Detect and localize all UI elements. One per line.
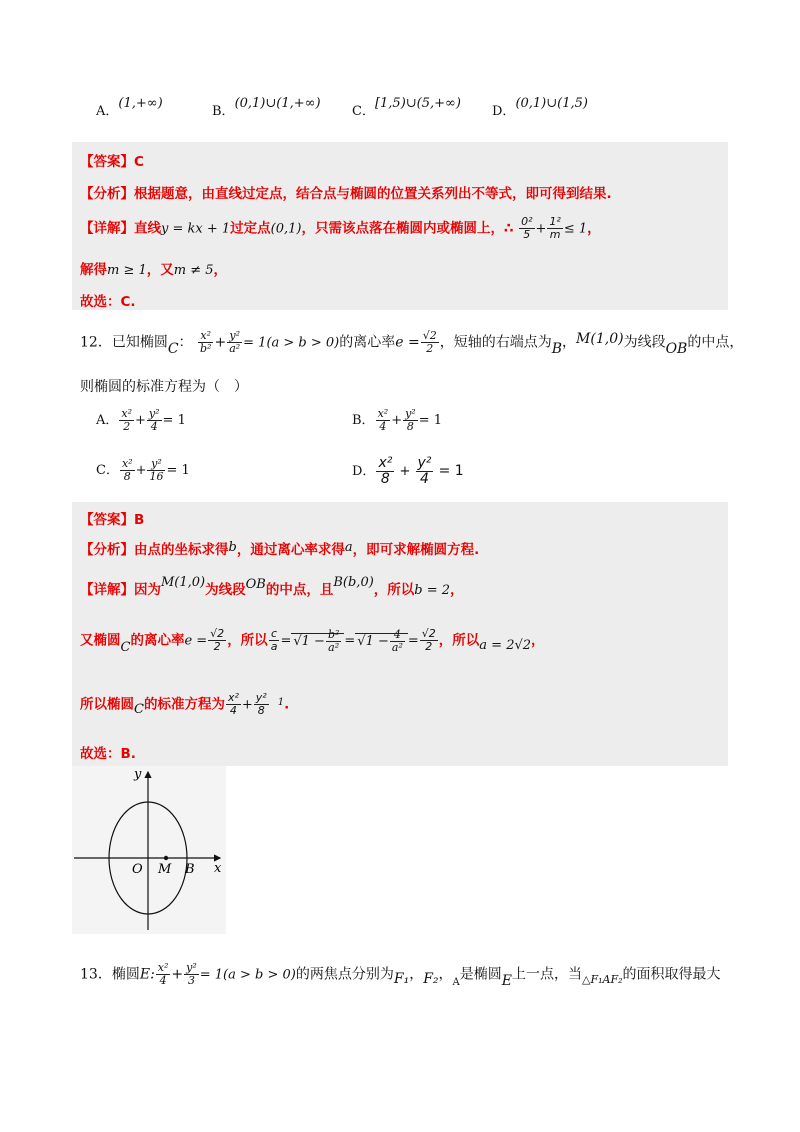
text: 的中点，且 (265, 582, 334, 598)
numerator: 1² (549, 215, 561, 228)
comma: ， (587, 220, 601, 237)
detail-line (80, 216, 601, 241)
option-label: B． (352, 413, 375, 428)
answer-label: 【答案】C (80, 154, 144, 170)
option-value: (0,1)∪(1,+∞) (234, 96, 321, 111)
denominator: b² (200, 342, 212, 355)
math-e: e = (395, 334, 420, 351)
rhs: = 1 (438, 463, 464, 479)
text: 为线段 (623, 334, 666, 351)
option-value: [1,5)∪(5,+∞) (374, 96, 461, 111)
fraction (326, 629, 341, 654)
math-var: C (167, 340, 179, 357)
numerator: y² (405, 407, 416, 420)
fraction (420, 628, 438, 653)
b-label: B (185, 862, 195, 877)
detail-line (80, 575, 464, 598)
fraction (390, 629, 405, 654)
option-value: (1,+∞) (118, 96, 163, 111)
fraction (119, 408, 134, 433)
analysis-label: 【分析】 (80, 186, 134, 202)
origin-label: O (132, 862, 143, 877)
numerator: y² (417, 455, 432, 471)
numerator: y² (255, 691, 267, 704)
numerator: x² (121, 407, 133, 420)
detail-label: 【详解】 (80, 582, 134, 598)
solve-line (80, 258, 227, 278)
eccentricity-line (80, 628, 545, 654)
numerator: √2 (421, 627, 436, 640)
math-var: b (228, 540, 237, 555)
text: 由点的坐标求得 (134, 542, 229, 558)
detail-text: 过定点 (230, 220, 271, 237)
numerator: y² (186, 961, 197, 974)
rhs: = 1 (162, 413, 186, 428)
y-axis-label: y (134, 767, 142, 782)
text: 又椭圆 (80, 632, 121, 649)
numerator: x² (121, 457, 133, 470)
math-inequality: m ≥ 1 (107, 263, 147, 278)
text: 的中点， (687, 334, 744, 351)
denominator: 8 (257, 704, 265, 717)
denominator: 8 (380, 471, 390, 487)
math-e: e = (184, 633, 208, 649)
analysis-line (80, 538, 479, 558)
denominator: 4 (229, 704, 237, 717)
text: ，所以 (438, 632, 480, 649)
denominator: 2 (123, 420, 131, 433)
solve-text: ，又 (146, 262, 174, 278)
detail-text: ，只需该点落在椭圆内或椭圆上， (301, 220, 504, 237)
text: ，所以 (227, 632, 268, 649)
inequality: ≤ 1 (563, 221, 588, 237)
option-value: (0,1)∪(1,5) (515, 96, 588, 111)
math-point: (0,1) (270, 221, 302, 237)
math-inequality: m ≠ 5 (173, 263, 214, 278)
ellipse-diagram (72, 766, 226, 934)
math-var: a (344, 540, 353, 555)
denominator: 2 (426, 342, 434, 355)
choose-line: 故选：C. (80, 294, 136, 310)
denominator: a² (391, 640, 403, 654)
fraction (120, 458, 135, 483)
math-var: F₂ (423, 970, 439, 987)
text: . (284, 696, 290, 713)
fraction (227, 330, 242, 355)
math-var: A (452, 976, 460, 988)
m-label: M (158, 862, 172, 877)
q12-option-c: C． $\frac{\text{x²}}{8}$ + $\frac{\text{y²}}{16}$ = 1 (96, 457, 190, 483)
colon: : (150, 966, 155, 983)
question-number: 13．椭圆 (80, 966, 140, 983)
solve-text: ， (213, 262, 228, 278)
numerator: y² (148, 407, 160, 420)
text: 的离心率 (339, 334, 396, 351)
option-c (352, 96, 461, 119)
text: 的标准方程为 (143, 696, 225, 713)
fraction (156, 962, 171, 987)
denominator: a (270, 640, 278, 653)
denominator: 5 (523, 228, 531, 241)
math-eq: a = 2√2 (479, 637, 532, 653)
fraction (254, 692, 269, 717)
x-axis-label: x (214, 861, 222, 876)
sqrt-expression: √1 − $\frac{\text{b²}}{\text{a²}}$ (291, 633, 344, 649)
denominator: m (549, 228, 561, 241)
denominator: 3 (187, 974, 195, 987)
text: ， (409, 966, 424, 983)
text: 的面积取得最大 (622, 966, 721, 983)
answer-label: 【答案】B (80, 512, 145, 528)
math-var: E (501, 972, 512, 989)
denominator: a² (328, 640, 340, 654)
colon: ： (178, 334, 193, 351)
numerator: y² (147, 458, 165, 471)
rhs: = 1 (166, 463, 190, 478)
fraction (269, 628, 280, 653)
math-var: B (551, 340, 563, 357)
q12-option-d: D． $\frac{\text{x²}}{8}$ + $\frac{\text{y²}}{4}$ = 1 (352, 455, 464, 487)
fraction (376, 456, 394, 487)
numerator: x² (198, 330, 213, 343)
option-label: D． (352, 464, 376, 479)
numerator: x² (227, 691, 239, 704)
math-point: B(b,0) (333, 575, 374, 590)
denominator: 16 (149, 470, 164, 483)
text: ， (531, 632, 545, 649)
fraction (226, 692, 241, 717)
question-number: 12．已知椭圆 (80, 334, 168, 351)
point-m (164, 856, 168, 860)
math-line-eq: y = kx + 1 (161, 221, 231, 237)
q12-option-a: A． $\frac{\text{x²}}{2}$ + $\frac{\text{y²}}{4}$ = 1 (96, 407, 186, 433)
denominator: 4 (150, 420, 158, 433)
numerator: x² (377, 407, 389, 420)
sqrt-expression: √1 − $\frac{4}{\text{a²}}$ (355, 633, 408, 649)
numerator: 0² (521, 215, 533, 228)
text: 上一点，当 (512, 966, 582, 983)
question-13-line1: 13．椭圆E: $\frac{\text{x²}}{4}$ + $\frac{\text{y²}}{3}$ = 1(a > b > 0)的两焦点分别为F₁，F₂，$_A$是椭圆E上一点，当$_{\triangle F_1AF_2}$的面积取得最大 (80, 961, 721, 989)
denominator: 8 (406, 420, 414, 433)
math-eq: b = 2 (414, 583, 451, 598)
option-d (492, 96, 588, 119)
denominator: 2 (213, 640, 221, 653)
fraction (184, 962, 199, 987)
equation-rest: = 1(a > b > 0) (243, 335, 340, 351)
denominator: 4 (379, 420, 387, 433)
text: 所以椭圆 (80, 696, 134, 713)
math-var: C (134, 701, 144, 717)
numerator: √2 (422, 329, 437, 342)
numerator: x² (157, 961, 169, 974)
text: ，通过离心率求得 (236, 542, 345, 558)
numerator: √2 (210, 627, 225, 640)
detail-label: 【详解】 (80, 220, 134, 237)
text: ， (450, 582, 464, 598)
numerator: x² (378, 455, 393, 471)
sqrt-text: 1 − (301, 633, 325, 649)
equals: = (280, 633, 292, 649)
analysis-line (80, 182, 612, 202)
option-label: C． (352, 104, 375, 119)
option-label: D． (492, 104, 516, 119)
fraction (147, 408, 162, 433)
text: ， (438, 966, 453, 983)
fraction (208, 628, 226, 653)
fraction (376, 408, 391, 433)
fraction (416, 456, 434, 487)
math-var: C (120, 639, 131, 655)
solve-text: 解得 (80, 262, 107, 278)
analysis-text: 根据题意，由直线过定点，结合点与椭圆的位置关系列出不等式，即可得到结果. (134, 186, 612, 202)
denominator: 4 (159, 974, 167, 987)
denominator: 2 (425, 640, 433, 653)
math-var: E (139, 966, 151, 983)
math-triangle: △F₁AF₂ (582, 972, 623, 986)
therefore-symbol: ∴ (503, 220, 514, 237)
fraction (421, 330, 439, 355)
fraction (403, 408, 418, 433)
numerator: b² (327, 627, 340, 641)
math-segment: OB (665, 340, 688, 357)
option-label: A． (96, 413, 119, 428)
text: 的离心率 (130, 632, 185, 649)
text: ， (562, 334, 577, 351)
text: ，短轴的右端点为 (439, 334, 552, 351)
equals: = (344, 633, 356, 649)
option-label: A． (96, 104, 119, 119)
fraction (519, 216, 534, 241)
plus-sign: + (535, 221, 547, 237)
equation-rest: = 1(a > b > 0) (199, 967, 296, 983)
text: ，所以 (373, 582, 415, 598)
math-point: M(1,0) (576, 330, 624, 347)
choose-line: 故选：B. (80, 746, 136, 762)
denominator: 8 (123, 470, 131, 483)
text: 的两焦点分别为 (295, 966, 394, 983)
text: 是椭圆 (459, 966, 502, 983)
numerator: y² (227, 330, 242, 343)
rhs: 1 (277, 696, 285, 708)
sqrt-text: 1 − (365, 633, 389, 649)
option-label: B． (212, 104, 235, 119)
fraction (547, 216, 562, 241)
equals: = (407, 633, 419, 649)
text: 为线段 (205, 582, 246, 598)
ellipse-figure (72, 766, 226, 934)
math-var: F₁ (393, 970, 410, 987)
rhs: = 1 (418, 413, 443, 428)
numerator: c (269, 628, 280, 641)
math-segment: OB (245, 577, 266, 592)
option-label: C． (96, 463, 119, 478)
math-point: M(1,0) (161, 575, 206, 590)
question-12-line1: 12．已知椭圆C： $\frac{\text{x²}}{\text{b²}}$ + $\frac{\text{y²}}{\text{a²}}$ = 1(a > b > 0)的离心率e = $\frac{√2}{2}$ ，短轴的右端点为B，M(1,0)为线段OB的中点， (80, 329, 744, 357)
option-a (96, 96, 163, 119)
fraction (198, 330, 213, 355)
denominator: a² (229, 342, 241, 355)
analysis-label: 【分析】 (80, 542, 134, 558)
option-b (212, 96, 321, 119)
fraction (147, 458, 165, 483)
standard-equation-line: 所以椭圆C的标准方程为 $\frac{\text{x²}}{4}$ + $\frac{\text{y²}}{8}$ $^1$. (80, 691, 290, 717)
text: ，即可求解椭圆方程. (352, 542, 480, 558)
question-12-line2: 则椭圆的标准方程为（ ） (80, 379, 248, 395)
numerator: 4 (390, 629, 405, 642)
q12-option-b: B． $\frac{\text{x²}}{4}$ + $\frac{\text{y²}}{8}$ = 1 (352, 407, 443, 433)
text: 因为 (134, 582, 161, 598)
detail-text: 直线 (134, 220, 161, 237)
denominator: 4 (420, 471, 429, 487)
